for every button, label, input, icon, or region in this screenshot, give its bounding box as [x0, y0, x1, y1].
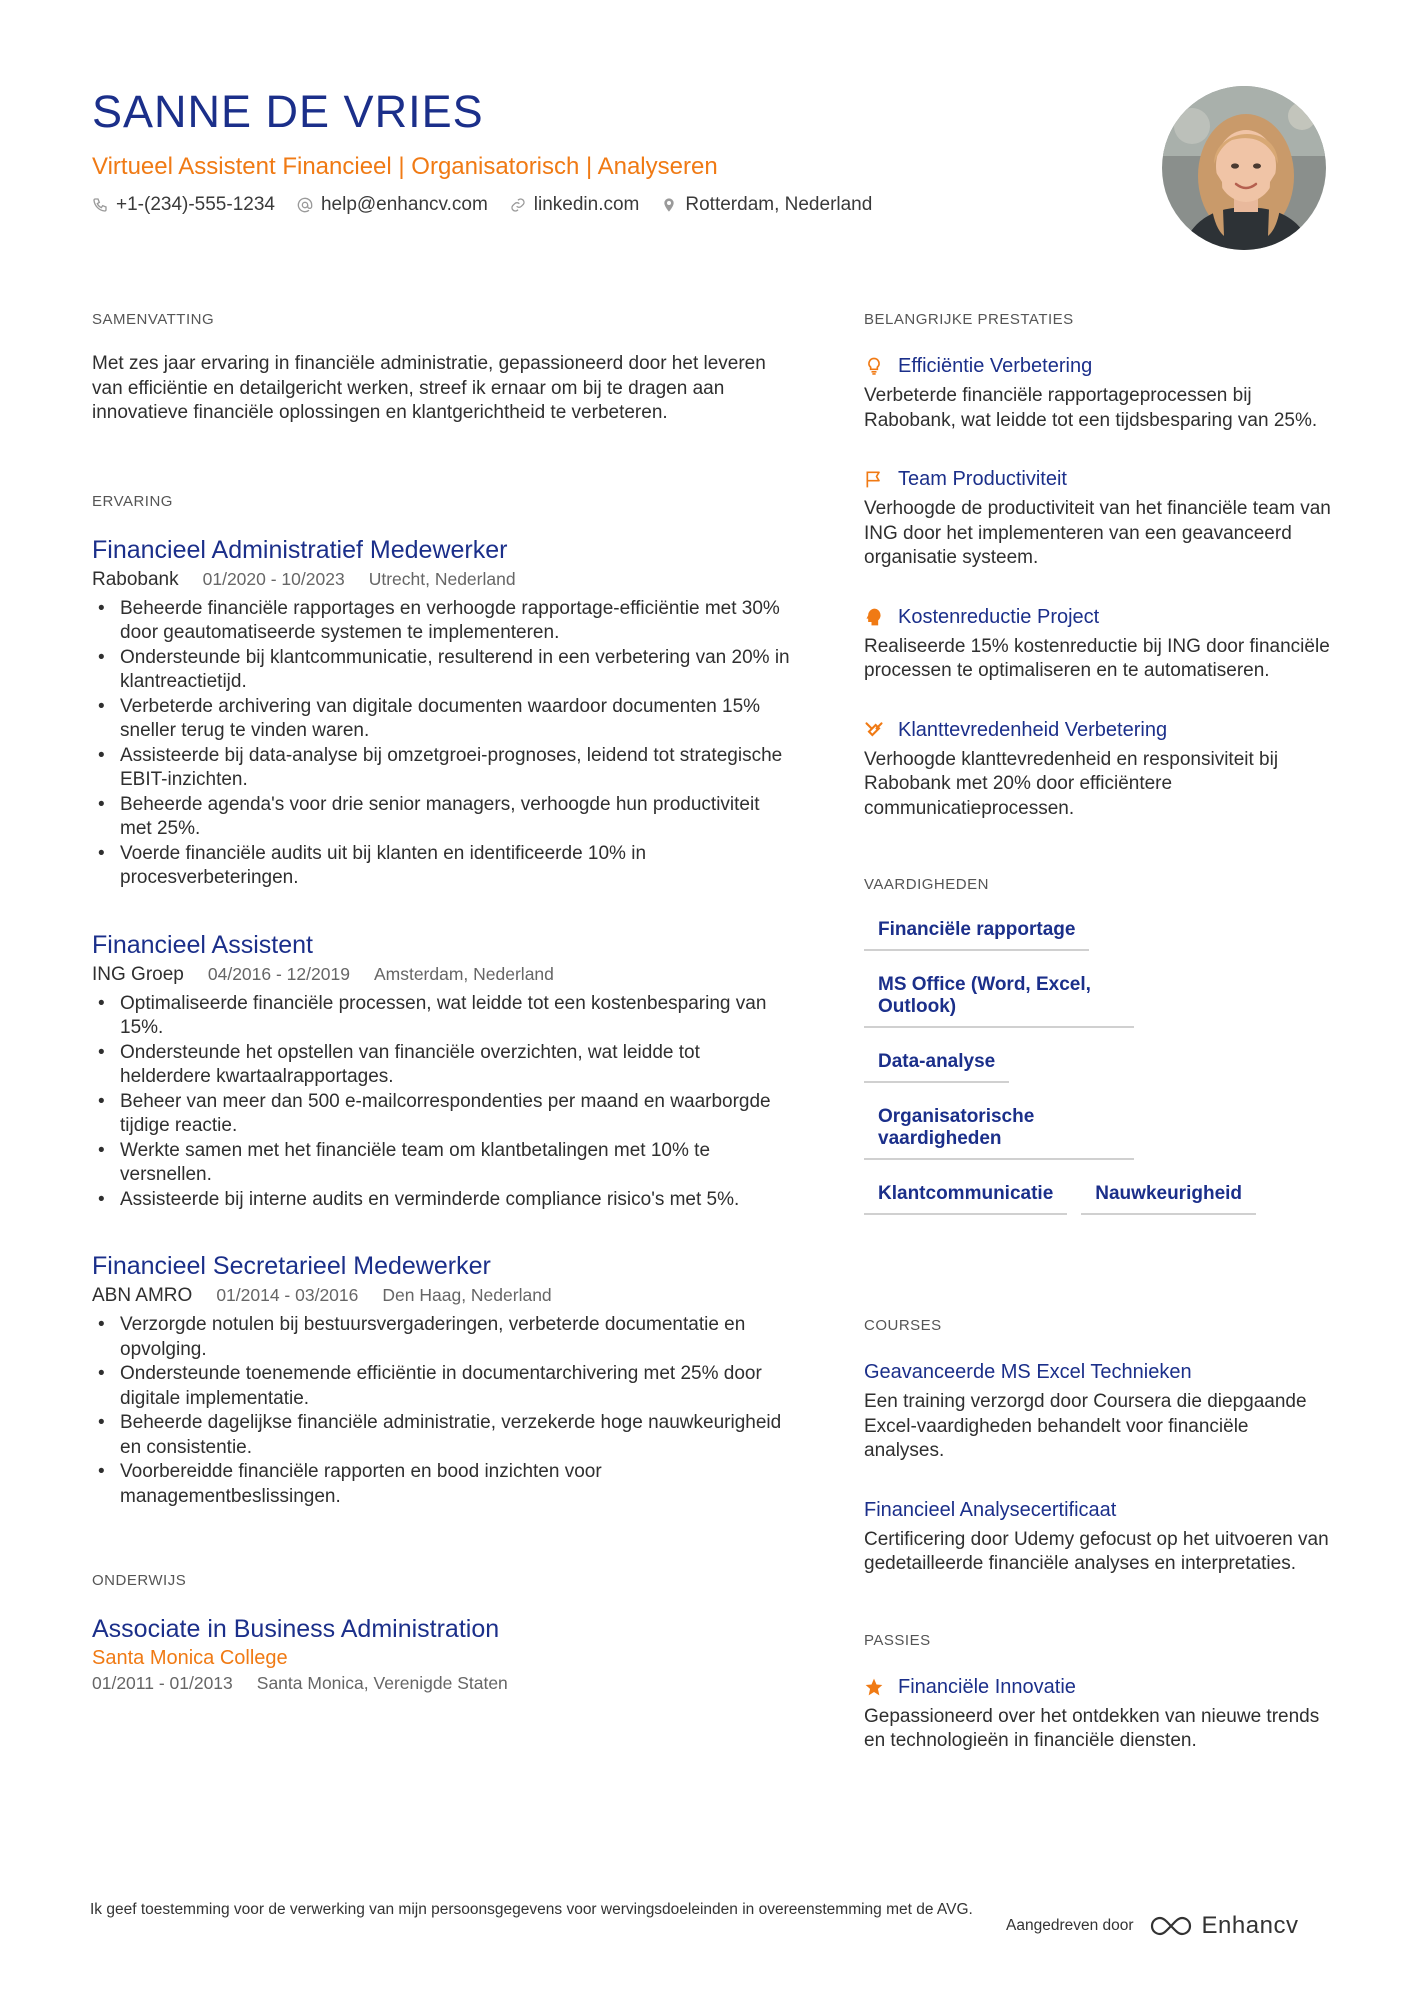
job-bullet: • Verbeterde archivering van digitale documenten waardoor documenten 15% sneller terug te vinden waren. [92, 695, 792, 744]
education-entry [92, 1613, 792, 1695]
contact-linkedin[interactable] [510, 192, 640, 218]
education-dates: 01/2011 - 01/2013 [92, 1673, 233, 1693]
course-item [864, 1496, 1334, 1577]
enhancv-logo-icon [1148, 1914, 1194, 1938]
course-title: Geavanceerde MS Excel Technieken [864, 1361, 1192, 1383]
lightbulb-icon [864, 356, 884, 376]
education-degree: Associate in Business Administration [92, 1615, 500, 1643]
achievement-title: Efficiëntie Verbetering [898, 355, 1093, 377]
at-icon [297, 197, 313, 213]
education-meta [92, 1671, 792, 1695]
footer-brand[interactable] [1006, 1912, 1298, 1940]
job-entry [92, 929, 792, 1213]
job-dates: 01/2020 - 10/2023 [202, 568, 345, 589]
job-bullet: • Beheer van meer dan 500 e-mailcorrespondenties per maand en waarborgde tijdige reactie. [92, 1090, 792, 1139]
achievement-text: Verhoogde klanttevredenheid en responsiviteit bij Rabobank met 20% door efficiëntere communicatieprocessen. [864, 748, 1279, 819]
left-column [92, 310, 792, 1695]
job-entry [92, 534, 792, 891]
job-bullet: • Werkte samen met het financiële team om klantbetalingen met 10% te versnellen. [92, 1139, 792, 1188]
candidate-name: SANNE DE VRIES [92, 86, 484, 137]
achievement-title: Team Productiviteit [898, 468, 1067, 490]
head-icon [864, 607, 884, 627]
brand-name: Enhancv [1201, 1912, 1299, 1939]
contact-linkedin-text: linkedin.com [533, 194, 640, 215]
job-location: Utrecht, Nederland [368, 568, 516, 589]
link-icon [510, 197, 526, 213]
education-location: Santa Monica, Verenigde Staten [256, 1673, 508, 1693]
job-title: Financieel Administratief Medewerker [92, 535, 508, 564]
skill-tag: Nauwkeurigheid [1081, 1177, 1256, 1215]
job-dates: 01/2014 - 03/2016 [216, 1285, 359, 1305]
job-meta [92, 1282, 792, 1309]
skill-tag: Klantcommunicatie [864, 1177, 1067, 1215]
summary-text: Met zes jaar ervaring in financiële administratie, gepassioneerd door het leveren van efficiëntie en detailgericht werken, streef ik ernaar om bij te dragen aan innovatieve financiële oplossingen en klantgerichtheid te verbeteren. [92, 353, 766, 423]
location-pin-icon [661, 197, 677, 213]
contact-phone-text: +1-(234)-555-1234 [116, 194, 275, 215]
achievement-title: Kostenreductie Project [898, 605, 1100, 628]
passion-text: Gepassioneerd over het ontdekken van nieuwe trends en technologieën in financiële diensten. [864, 1705, 1320, 1751]
achievement-text: Verhoogde de productiviteit van het financiële team van ING door het implementeren van een geavanceerd organisatie systeem. [864, 498, 1331, 568]
flag-icon [864, 469, 884, 489]
job-title: Financieel Assistent [92, 930, 313, 959]
passions-heading: PASSIES [864, 1631, 931, 1649]
job-location: Den Haag, Nederland [382, 1285, 552, 1305]
job-bullet: • Assisteerde bij interne audits en verminderde compliance risico's met 5%. [92, 1188, 792, 1213]
job-bullet: • Beheerde agenda's voor drie senior managers, verhoogde hun productiviteit met 25%. [92, 793, 792, 842]
achievement-text: Realiseerde 15% kostenreductie bij ING door financiële processen te optimaliseren en te automatiseren. [864, 635, 1330, 681]
contact-location-text: Rotterdam, Nederland [685, 194, 873, 215]
education-school: Santa Monica College [92, 1647, 288, 1669]
achievement-item [864, 352, 1334, 433]
education-heading: ONDERWIJS [92, 1572, 187, 1589]
skills-list [864, 913, 1334, 1232]
job-dates: 04/2016 - 12/2019 [207, 963, 350, 984]
skill-tag: Financiële rapportage [864, 913, 1089, 951]
avatar [1162, 86, 1326, 250]
course-item [864, 1358, 1334, 1464]
resume-header [92, 86, 1142, 218]
job-bullet: • Voerde financiële audits uit bij klanten en identificeerde 10% in procesverbeteringen. [92, 842, 792, 891]
candidate-tagline: Virtueel Assistent Financieel | Organisatorisch | Analyseren [92, 153, 718, 180]
skill-tag: MS Office (Word, Excel, Outlook) [864, 968, 1134, 1028]
job-bullet: • Beheerde financiële rapportages en verhoogde rapportage-efficiëntie met 30% door geautomatiseerde systemen te implementeren. [92, 597, 792, 646]
contact-email-text: help@enhancv.com [320, 194, 488, 215]
job-company: ABN AMRO [92, 1285, 193, 1306]
star-icon [864, 1677, 884, 1697]
job-entry [92, 1250, 792, 1509]
job-bullets [92, 992, 792, 1213]
job-company: Rabobank [92, 568, 179, 590]
job-company: ING Groep [92, 963, 184, 985]
achievement-item [864, 716, 1334, 822]
experience-heading: ERVARING [92, 492, 173, 510]
job-meta [92, 566, 792, 593]
job-bullet: • Ondersteunde toenemende efficiëntie in documentarchivering met 25% door digitale implementatie. [92, 1362, 792, 1411]
contact-phone[interactable] [92, 192, 275, 218]
achievement-title: Klanttevredenheid Verbetering [898, 718, 1168, 741]
course-text: Een training verzorgd door Coursera die diepgaande Excel-vaardigheden behandelt voor financiële analyses. [864, 1391, 1307, 1461]
right-column [864, 310, 1334, 1754]
job-bullet: • Voorbereidde financiële rapporten en bood inzichten voor managementbeslissingen. [92, 1460, 792, 1509]
job-bullet: • Beheerde dagelijkse financiële administratie, verzekerde hoge nauwkeurigheid en consistentie. [92, 1411, 792, 1460]
job-bullets [92, 1313, 792, 1509]
achievements-heading: BELANGRIJKE PRESTATIES [864, 311, 1074, 328]
courses-heading: COURSES [864, 1317, 942, 1334]
job-bullet: • Optimaliseerde financiële processen, wat leidde tot een kostenbesparing van 15%. [92, 992, 792, 1041]
job-title: Financieel Secretarieel Medewerker [92, 1252, 491, 1280]
achievement-text: Verbeterde financiële rapportageprocessen bij Rabobank, wat leidde tot een tijdsbesparing van 25%. [864, 385, 1318, 431]
contact-email[interactable] [297, 192, 488, 218]
job-bullets [92, 597, 792, 891]
handshake-icon [864, 720, 884, 740]
job-bullet: • Assisteerde bij data-analyse bij omzetgroei-prognoses, leidend tot strategische EBIT-inzichten. [92, 744, 792, 793]
skill-tag: Organisatorische vaardigheden [864, 1100, 1134, 1160]
contact-location [661, 192, 872, 218]
passion-title: Financiële Innovatie [898, 1675, 1076, 1698]
skills-heading: VAARDIGHEDEN [864, 876, 989, 893]
consent-text: Ik geef toestemming voor de verwerking van mijn persoonsgegevens voor wervingsdoeleinden in overeenstemming met de AVG. [90, 1901, 973, 1918]
summary-heading: SAMENVATTING [92, 311, 215, 328]
course-text: Certificering door Udemy gefocust op het uitvoeren van gedetailleerde financiële analyses en interpretaties. [864, 1528, 1329, 1574]
course-title: Financieel Analysecertificaat [864, 1498, 1117, 1521]
phone-icon [92, 197, 108, 213]
contact-bar [92, 192, 1142, 218]
job-meta [92, 961, 792, 988]
passion-item [864, 1673, 1334, 1754]
job-bullet: • Ondersteunde bij klantcommunicatie, resulterend in een verbetering van 20% in klantreactietijd. [92, 646, 792, 695]
skill-tag: Data-analyse [864, 1045, 1009, 1083]
job-location: Amsterdam, Nederland [373, 963, 554, 984]
achievement-item [864, 603, 1334, 684]
powered-by-label: Aangedreven door [1006, 1917, 1134, 1934]
job-bullet: • Ondersteunde het opstellen van financiële overzichten, wat leidde tot helderdere kwartaalrapportages. [92, 1041, 792, 1090]
achievement-item [864, 465, 1334, 571]
job-bullet: • Verzorgde notulen bij bestuursvergaderingen, verbeterde documentatie en opvolging. [92, 1313, 792, 1362]
